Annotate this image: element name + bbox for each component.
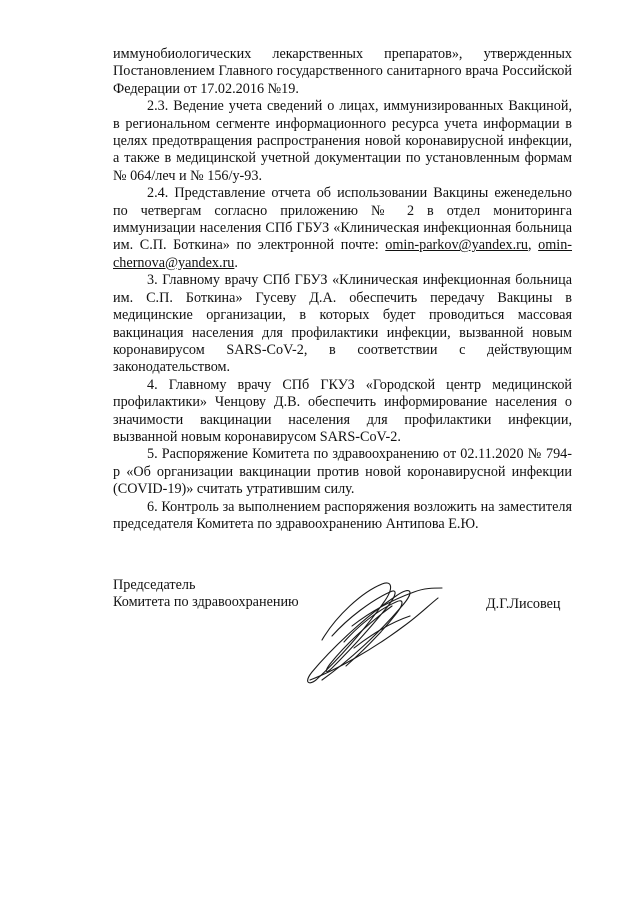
- paragraph-2-4-end: .: [234, 254, 238, 271]
- signer-title: [113, 577, 299, 612]
- signer-title-line-1: Председатель: [113, 577, 196, 593]
- paragraph-2-3: 2.3. Ведение учета сведений о лицах, иммунизированных Вакциной, в региональном сегменте информационного ресурса учета информации в целях предотвращения распространения новой коронавирусной инфекции, а также в медицинской учетной документации по установленным формам № 064/леч и № 156/у-93.: [113, 98, 572, 184]
- signer-name: Д.Г.Лисовец: [486, 596, 561, 612]
- document-body: [113, 46, 572, 533]
- paragraph-5: 5. Распоряжение Комитета по здравоохранению от 02.11.2020 № 794-р «Об организации вакцинации против новой коронавирусной инфекции (COVID-19)» считать утратившим силу.: [113, 446, 572, 498]
- signer-title-line-2: Комитета по здравоохранению: [113, 594, 299, 611]
- paragraph-2-4-text: 2.4. Представление отчета об использовании Вакцины еженедельно по четвергам согласно приложению № 2 в отдел мониторинга иммунизации населения СПб ГБУЗ «Клиническая инфекционная больница им. С.П. Боткина» по электронной почте:: [113, 185, 572, 254]
- paragraph-6: 6. Контроль за выполнением распоряжения возложить на заместителя председателя Комитета по здравоохранению Антипова Е.Ю.: [113, 498, 572, 532]
- handwritten-signature: [292, 576, 444, 688]
- email-separator: ,: [527, 237, 539, 254]
- paragraph-3: 3. Главному врачу СПб ГБУЗ «Клиническая инфекционная больница им. С.П. Боткина» Гусеву Д.А. обеспечить передачу Вакцины в медицинские организации, в которых будет проводиться массовая вакцинация населения для профилактики инфекции, вызванной новым коронавирусом SARS-CoV-2, в соответствии с действующим законодательством.: [113, 272, 572, 376]
- paragraph-4: 4. Главному врачу СПб ГКУЗ «Городской центр медицинской профилактики» Ченцову Д.В. обеспечить информирование населения о значимости вакцинации населения для профилактики инфекции, вызванной новым коронавирусом SARS-CoV-2.: [113, 376, 572, 445]
- email-link-parkov[interactable]: omin-parkov@yandex.ru: [385, 237, 528, 254]
- email-link-chernova[interactable]: omin-chernova@yandex.ru: [113, 237, 573, 271]
- paragraph-intro: иммунобиологических лекарственных препаратов», утвержденных Постановлением Главного государственного санитарного врача Российской Федерации от 17.02.2016 №19.: [113, 46, 572, 97]
- paragraph-2-4: [113, 185, 572, 272]
